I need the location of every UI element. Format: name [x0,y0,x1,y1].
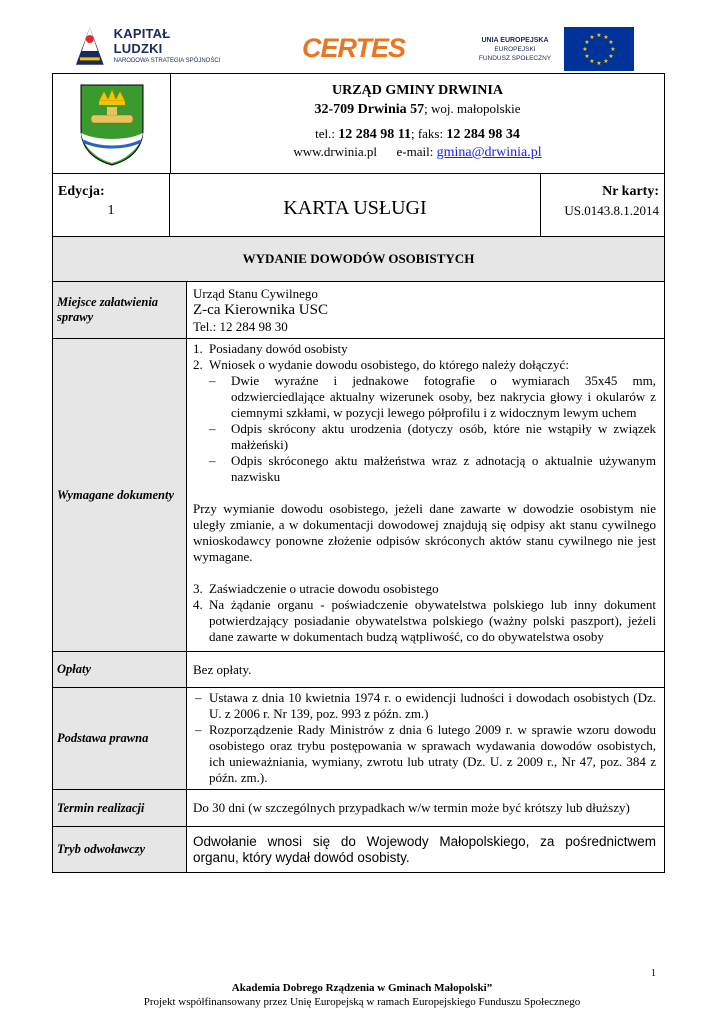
svg-text:★: ★ [589,34,595,41]
svg-text:★: ★ [608,53,614,60]
svg-text:★: ★ [596,60,602,67]
doc-item-2: 2. Wniosek o wydanie dowodu osobistego, do którego należy dołączyć: [193,357,569,372]
certes-logo [300,28,406,68]
svg-text:★: ★ [584,39,590,46]
eu-line2: EUROPEJSKI [494,45,536,53]
documents-row [53,339,664,652]
crest-cell [53,74,171,173]
svg-text:★: ★ [596,32,602,39]
svg-text:★: ★ [582,46,588,53]
edition-value: 1 [107,203,115,218]
office-address: 32-709 Drwinia 57; woj. małopolskie [314,101,521,117]
doc-item-4: 4. Na żądanie organu - poświadczenie obywatelstwa polskiego lub inny dokument potwierdzający posiadanie obywatelstwa polskiego (ważny polski paszport), jeżeli dane zawarte w dokumentach budzą wątpliwość, co do obywatelstwa osoby [193,597,656,644]
place-line2: Z-ca Kierownika USC [193,302,328,318]
service-card-table [52,73,665,873]
svg-text:★: ★ [610,46,616,53]
card-number-value: US.0143.8.1.2014 [564,203,659,218]
kapital-ludzki-icon [72,21,108,69]
legal-label: Podstawa prawna [53,688,187,789]
edition-cell [53,174,170,236]
certes-text: CERTES [302,32,406,63]
kapital-ludzki-subtitle: NARODOWA STRATEGIA SPÓJNOŚCI [113,58,221,64]
svg-text:★: ★ [589,58,595,65]
appeal-row [53,827,664,872]
place-value [187,282,664,338]
doc-paragraph: Przy wymianie dowodu osobistego, jeżeli dane zawarte w dowodzie osobistym nie uległy zmianie, a w dokumentacji dowodowej znajdują się odpisy akt stanu cywilnego wnioskodawcy ponowne złożenie odpisów skróconych aktów stanu cywilnego nie jest wymagane. [193,501,656,564]
doc-item-1: 1. Posiadany dowód osobisty [193,341,348,356]
office-phone: 12 284 98 11 [338,127,411,142]
legal-value [187,688,664,789]
eu-logo [476,24,634,74]
office-name: URZĄD GMINY DRWINIA [332,83,503,98]
doc-subitem-1: – Dwie wyraźne i jednakowe fotografie o wymiarach 35x45 mm, odzwierciedlające aktualny wizerunek osoby, bez nakrycia głowy i okularów z ciemnymi szkłami, w pozycji lewego półprofilu i z widocznym lewym uchem [209,373,656,420]
office-email-link[interactable]: gmina@drwinia.pl [436,145,542,160]
footer-project-title: Akademia Dobrego Rządzenia w Gminach Małopolski” [231,982,493,994]
place-row [53,282,664,339]
drwinia-crest-icon [77,81,147,167]
eu-line3: FUNDUSZ SPOŁECZNY [478,54,552,62]
legal-row [53,688,664,790]
eu-line1: UNIA EUROPEJSKA [481,36,549,44]
card-meta-row [53,174,664,237]
doc-item-3: 3. Zaświadczenie o utracie dowodu osobistego [193,581,439,596]
appeal-label: Tryb odwoławczy [53,827,187,872]
doc-subitem-2: – Odpis skrócony aktu urodzenia (dotyczy osób, które nie wstąpiły w związek małżeński) [209,421,656,452]
svg-text:★: ★ [608,39,614,46]
appeal-value: Odwołanie wnosi się do Wojewody Małopolskiego, za pośrednictwem organu, który wydał dowód osobisty. [193,833,656,865]
legal-item-2: – Rozporządzenie Rady Ministrów z dnia 6 lutego 2009 r. w sprawie wzoru dowodu osobistego oraz trybu postępowania w sprawach wydawania dowodów osobistych, ich unieważniania, wymiany, zwrotu lub utraty (Dz. U. z 2009 r., Nr 47, poz. 384 z późn. zm.). [195,722,656,785]
page-number: 1 [651,968,656,979]
deadline-label: Termin realizacji [53,790,187,826]
kapital-ludzki-logo [72,20,222,70]
doc-subitem-3: – Odpis skróconego aktu małżeństwa wraz z adnotacją o aktualnie używanym nazwisku [209,453,656,484]
place-line3: Tel.: 12 284 98 30 [193,319,288,334]
documents-value [187,339,664,651]
fees-row [53,652,664,688]
office-web-email: www.drwinia.pl e-mail: gmina@drwinia.pl [293,144,542,160]
office-phone-fax: tel.: 12 284 98 11; faks: 12 284 98 34 [315,126,520,142]
documents-label: Wymagane dokumenty [53,339,187,651]
service-title: WYDANIE DOWODÓW OSOBISTYCH [53,237,664,282]
kapital-ludzki-title: KAPITAŁ LUDZKI [113,26,171,56]
place-line1: Urząd Stanu Cywilnego [193,286,318,301]
edition-label: Edycja: [58,184,105,199]
deadline-row [53,790,664,827]
fees-label: Opłaty [53,652,187,687]
card-number-label: Nr karty: [602,184,659,199]
eu-flag-icon [564,27,634,71]
office-info [171,74,664,173]
svg-text:★: ★ [584,53,590,60]
svg-text:★: ★ [603,34,609,41]
logo-bar [0,12,724,72]
header-row [53,74,664,174]
legal-item-1: – Ustawa z dnia 10 kwietnia 1974 r. o ewidencji ludności i dowodach osobistych (Dz. U. z 2006 r. Nr 139, poz. 993 z późn. zm.) [195,690,656,721]
card-title: KARTA USŁUGI [283,196,427,219]
fees-value: Bez opłaty. [193,661,252,677]
office-website[interactable]: www.drwinia.pl [293,144,378,159]
card-number-cell [540,174,664,236]
svg-text:★: ★ [603,58,609,65]
footer-funding-note: Projekt współfinansowany przez Unię Europejską w ramach Europejskiego Funduszu Społecznego [143,996,581,1008]
deadline-value: Do 30 dni (w szczególnych przypadkach w/w termin może być krótszy lub dłuższy) [193,800,630,815]
office-fax: 12 284 98 34 [446,127,520,142]
place-label: Miejsce załatwienia sprawy [53,282,187,338]
